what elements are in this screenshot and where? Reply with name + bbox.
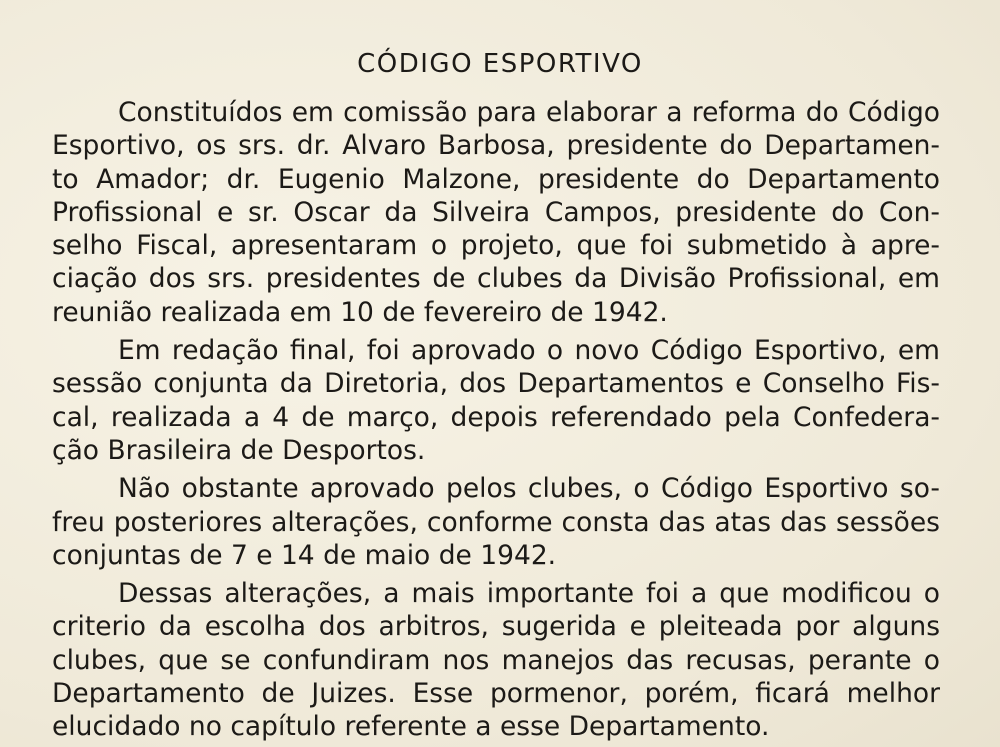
page-title: CÓDIGO ESPORTIVO: [357, 49, 643, 80]
paragraph-line: Não obstante aprovado pelos clubes, o Código Esportivo so-: [118, 473, 940, 505]
paragraph-1: [52, 96, 940, 329]
paragraph-line: Dessas alterações, a mais importante foi a que modificou o: [118, 578, 940, 610]
paragraph-line: conjuntas de 7 e 14 de maio de 1942.: [52, 539, 557, 571]
paragraph-line: sessão conjunta da Diretoria, dos Departamentos e Conselho Fis-: [52, 368, 940, 400]
paragraph-line: Constituídos em comissão para elaborar a reforma do Código: [118, 97, 940, 128]
paragraph-3: [52, 472, 940, 572]
paragraph-2: [52, 334, 940, 467]
paragraph-line: ção Brasileira de Desportos.: [52, 434, 426, 466]
paragraph-line: Em redação final, foi aprovado o novo Código Esportivo, em: [118, 335, 940, 367]
paragraph-line: ciação dos srs. presidentes de clubes da Divisão Profissional, em: [52, 263, 940, 295]
paragraph-line: Esportivo, os srs. dr. Alvaro Barbosa, presidente do Departamen-: [52, 130, 940, 162]
paragraph-line: elucidado no capítulo referente a esse Departamento.: [52, 711, 770, 743]
paragraph-line: selho Fiscal, apresentaram o projeto, que foi submetido à apre-: [52, 230, 940, 262]
paragraph-line: to Amador; dr. Eugenio Malzone, presidente do Departamento: [52, 163, 940, 195]
paragraph-line: Departamento de Juizes. Esse pormenor, porém, ficará melhor: [52, 678, 940, 710]
document-body: [52, 96, 940, 744]
paragraph-line: reunião realizada em 10 de fevereiro de 1942.: [52, 296, 668, 328]
paragraph-line: cal, realizada a 4 de março, depois referendado pela Confedera-: [52, 401, 940, 433]
paragraph-line: criterio da escolha dos arbitros, sugerida e pleiteada por alguns: [52, 611, 940, 643]
paragraph-line: freu posteriores alterações, conforme consta das atas das sessões: [52, 506, 940, 538]
paragraph-line: clubes, que se confundiram nos manejos das recusas, perante o: [52, 644, 940, 676]
paragraph-line: Profissional e sr. Oscar da Silveira Campos, presidente do Con-: [52, 196, 940, 228]
paragraph-4: [52, 577, 940, 743]
